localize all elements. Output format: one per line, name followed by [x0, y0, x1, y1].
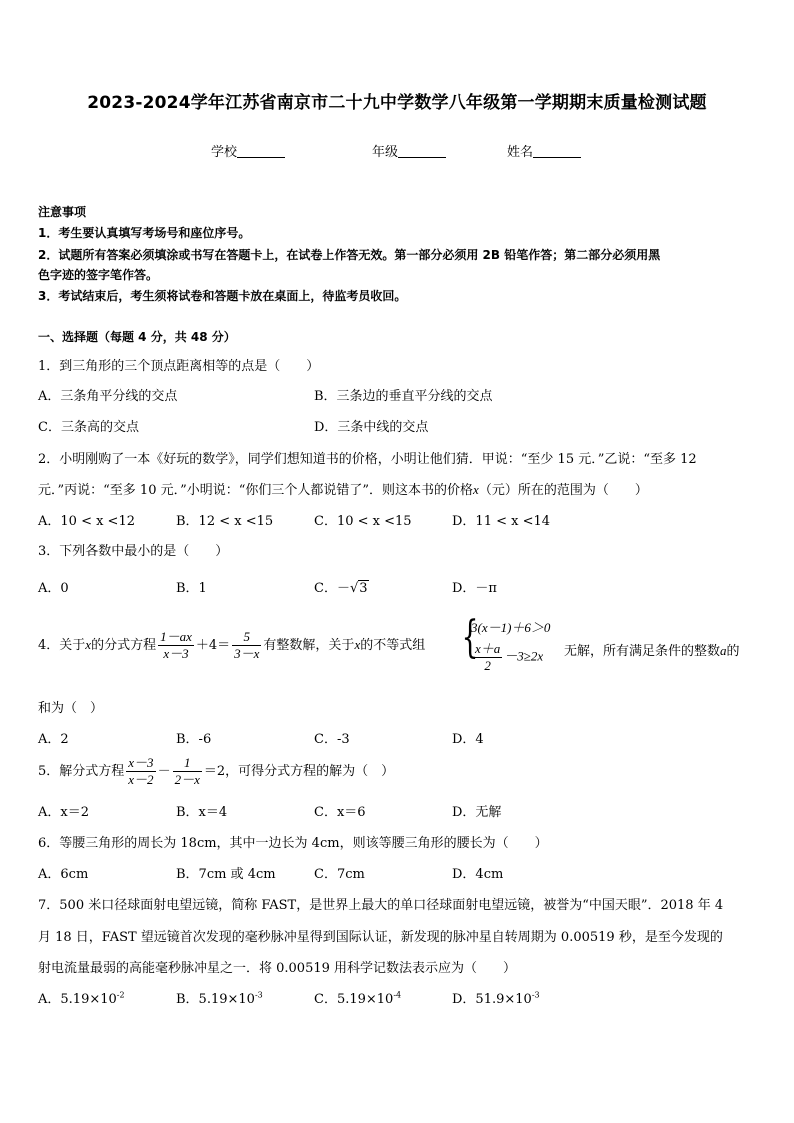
- q6-option-b: B．7cm 或 4cm: [176, 867, 276, 882]
- q2-option-c: C．10 < x <15: [314, 514, 412, 529]
- school-field: [211, 141, 285, 160]
- q3-option-c: C．－√3: [314, 581, 368, 596]
- q4-text: 的: [726, 644, 740, 659]
- q4-text: ＋4＝: [195, 638, 231, 653]
- name-field: [507, 141, 581, 160]
- question-4-line2: 和为（ ）: [38, 701, 104, 716]
- question-2-line1: 2．小明刚购了一本《好玩的数学》，同学们想知道书的价格，小明让他们猜．甲说：“至少 15 元．”乙说：“至多 12: [38, 452, 697, 467]
- q7-b-base: B．5.19×10: [176, 992, 255, 1007]
- q7-option-d: [452, 988, 540, 1007]
- q4-fraction-2: [232, 629, 261, 662]
- q3-option-b: B．1: [176, 581, 207, 596]
- q4-option-a: A．2: [38, 732, 69, 747]
- q5-fraction-2: [173, 755, 202, 788]
- q5-option-c: C．x＝6: [314, 805, 366, 820]
- q4-line1-end: [564, 640, 740, 659]
- question-4-line1: [38, 629, 425, 662]
- school-blank: [237, 145, 285, 158]
- q5-option-a: A．x＝2: [38, 805, 89, 820]
- q5-fraction-1: [126, 755, 155, 788]
- q7-a-base: A．5.19×10: [38, 992, 117, 1007]
- q6-option-a: A．6cm: [38, 867, 89, 882]
- question-5-stem: [38, 755, 394, 788]
- question-3-stem: 3．下列各数中最小的是（ ）: [38, 544, 229, 559]
- q4-variable: a: [720, 643, 727, 658]
- q3-option-a: A．0: [38, 581, 69, 596]
- q4-option-b: B．-6: [176, 732, 212, 747]
- q3-c-prefix: C．－: [314, 581, 350, 596]
- q5-option-d: D．无解: [452, 805, 502, 820]
- q4-variable: x: [354, 637, 361, 652]
- name-blank: [533, 145, 581, 158]
- q4-f2-numerator: 5: [232, 629, 261, 646]
- q4-text: 有整数解，关于: [263, 638, 355, 653]
- question-6-stem: 6．等腰三角形的周长为 18cm，其中一边长为 4cm，则该等腰三角形的腰长为（ ）: [38, 836, 548, 851]
- q5-text: －: [157, 764, 171, 779]
- notice-item: 2．试题所有答案必须填涂或书写在答题卡上，在试卷上作答无效。第一部分必须用 2B 铅笔作答；第二部分必须用黑: [38, 248, 661, 262]
- q7-c-base: C．5.19×10: [314, 992, 394, 1007]
- q5-text: 5．解分式方程: [38, 764, 125, 779]
- q4-system-inequality-1: 3(x－1)＋6＞0: [471, 620, 551, 635]
- q4-fraction-1: [158, 629, 194, 662]
- q6-option-c: C．7cm: [314, 867, 365, 882]
- exam-title: 2023-2024学年江苏省南京市二十九中学数学八年级第一学期期末质量检测试题: [87, 93, 707, 113]
- notice-item: 1．考生要认真填写考场号和座位序号。: [38, 226, 251, 240]
- q7-d-base: D．51.9×10: [452, 992, 532, 1007]
- q4-sys2-denominator: 2: [484, 658, 491, 673]
- q5-text: ＝2，可得分式方程的解为（ ）: [203, 764, 395, 779]
- q1-option-d: D．三条中线的交点: [314, 420, 429, 435]
- q6-option-d: D．4cm: [452, 867, 504, 882]
- question-7-line3: 射电流量最弱的高能毫秒脉冲星之一．将 0.00519 用科学记数法表示应为（ ）: [38, 961, 517, 976]
- grade-blank: [398, 145, 446, 158]
- q5-f2-numerator: 1: [173, 755, 202, 772]
- question-2-line2: [38, 479, 648, 498]
- q5-f1-numerator: x－3: [128, 755, 154, 770]
- q4-variable: x: [85, 637, 92, 652]
- q2-option-b: B．12 < x <15: [176, 514, 274, 529]
- q2-variable: x: [473, 482, 479, 497]
- q4-f1-numerator: 1－ax: [160, 629, 192, 644]
- q7-a-exponent: -2: [116, 990, 125, 1000]
- q4-text: 无解，所有满足条件的整数: [564, 644, 721, 659]
- q4-text: 的分式方程: [91, 638, 157, 653]
- q4-sys2-fraction: [473, 641, 502, 674]
- question-7-line1: 7．500 米口径球面射电望远镜，简称 FAST，是世界上最大的单口径球面射电望远镜，被誉为“中国天眼”．2018 年 4: [38, 898, 724, 913]
- q4-option-d: D．4: [452, 732, 484, 747]
- q4-sys2-numerator: x＋a: [475, 641, 501, 656]
- q2-option-a: A．10 < x <12: [38, 514, 135, 529]
- q2-text: 元．”丙说：“至多 10 元．”小明说：“你们三个人都说错了”．则这本书的价格: [38, 483, 474, 498]
- name-label: 姓名: [507, 145, 534, 160]
- q4-option-c: C．-3: [314, 732, 350, 747]
- notice-heading: 注意事项: [38, 205, 87, 219]
- q7-option-c: [314, 988, 401, 1007]
- q4-text: 的不等式组: [360, 638, 426, 653]
- grade-field: [372, 141, 446, 160]
- q1-option-a: A．三条角平分线的交点: [38, 389, 178, 404]
- q2-option-d: D．11 < x <14: [452, 514, 551, 529]
- q7-b-exponent: -3: [254, 990, 263, 1000]
- q7-c-exponent: -4: [393, 990, 402, 1000]
- q7-d-exponent: -3: [531, 990, 540, 1000]
- q4-sys2-rest: －3≥2x: [504, 648, 544, 664]
- notice-item: 色字迹的签字笔作答。: [38, 268, 159, 282]
- q4-text: 4．关于: [38, 638, 86, 653]
- q4-f1-denominator: x－3: [163, 646, 189, 661]
- question-1-stem: 1．到三角形的三个顶点距离相等的点是（ ）: [38, 359, 320, 374]
- q5-f1-denominator: x－2: [128, 772, 154, 787]
- q3-c-radicand: 3: [359, 581, 368, 596]
- q4-system-brace: {: [461, 612, 479, 663]
- grade-label: 年级: [372, 145, 399, 160]
- q7-option-b: [176, 988, 263, 1007]
- q2-text: （元）所在的范围为（ ）: [478, 483, 648, 498]
- q3-option-d: D．－π: [452, 581, 497, 596]
- q1-option-b: B．三条边的垂直平分线的交点: [314, 389, 493, 404]
- q7-option-a: [38, 988, 125, 1007]
- q5-f2-denominator: 2－x: [174, 772, 200, 787]
- school-label: 学校: [211, 145, 238, 160]
- q5-option-b: B．x＝4: [176, 805, 228, 820]
- section-heading: 一、选择题（每题 4 分，共 48 分）: [38, 330, 236, 344]
- question-7-line2: 月 18 日，FAST 望远镜首次发现的毫秒脉冲星得到国际认证，新发现的脉冲星自转周期为 0.00519 秒，是至今发现的: [38, 930, 723, 945]
- q4-system-inequality-2: [471, 641, 543, 674]
- notice-item: 3．考试结束后，考生须将试卷和答题卡放在桌面上，待监考员收回。: [38, 289, 407, 303]
- q1-option-c: C．三条高的交点: [38, 420, 139, 435]
- q4-f2-denominator: 3－x: [234, 646, 260, 661]
